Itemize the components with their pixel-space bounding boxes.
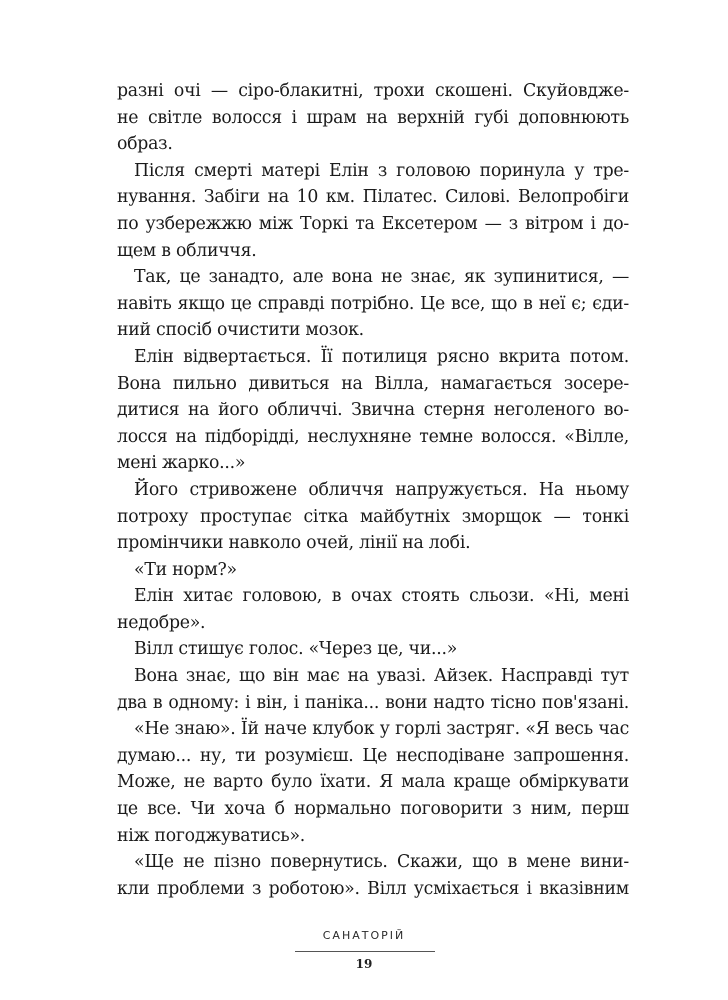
text-line: Елін відвертається. Її потилиця рясно вкрита потом. xyxy=(134,346,629,367)
page-number: 19 xyxy=(355,957,373,971)
text-line: ний спосіб очистити мозок. xyxy=(117,320,364,341)
footer-divider xyxy=(295,951,435,952)
text-line: навіть якщо це справді потрібно. Це все, що в неї є; єди- xyxy=(117,293,629,314)
paragraph xyxy=(117,344,629,477)
text-line: думаю... ну, ти розумієш. Це несподіване запрошення. xyxy=(117,745,629,766)
text-line: кли проблеми з роботою». Вілл усміхається і вказівним xyxy=(117,878,629,899)
text-line: дитися на його обличчі. Звична стерня неголеного во- xyxy=(117,400,629,421)
text-line: Може, не варто було їхати. Я мала краще обміркувати xyxy=(117,772,629,793)
text-line: нування. Забіги на 10 км. Пілатес. Силові. Велопробіги xyxy=(117,187,629,208)
text-line: потроху проступає сітка майбутніх зморщок — тонкі xyxy=(117,506,629,527)
paragraph xyxy=(117,583,629,636)
text-line: це все. Чи хоча б нормально поговорити з ним, перш xyxy=(117,799,629,820)
paragraph xyxy=(117,264,629,344)
text-line: «Ще не пізно повернутись. Скажи, що в мене вини- xyxy=(134,852,629,873)
text-line: образ. xyxy=(117,134,173,155)
paragraph xyxy=(117,158,629,264)
text-line: недобре». xyxy=(117,612,206,633)
paragraph xyxy=(117,477,629,557)
text-line: два в одному: і він, і паніка... вони надто тісно пов'язані. xyxy=(117,692,629,713)
text-line: «Не знаю». Їй наче клубок у горлі застряг. «Я весь час xyxy=(134,719,629,740)
text-line: разні очі — сіро-блакитні, трохи скошені. Скуйовдже- xyxy=(117,81,629,101)
text-line: Так, це занадто, але вона не знає, як зупинитися, — xyxy=(134,267,629,288)
paragraph xyxy=(117,716,629,849)
text-line: не світле волосся і шрам на верхній губі доповнюють xyxy=(117,107,629,128)
paragraph xyxy=(117,849,629,902)
paragraph xyxy=(117,78,629,158)
text-line: лосся на підборідді, неслухняне темне волосся. «Вілле, xyxy=(117,426,629,447)
text-line: «Ти норм?» xyxy=(134,559,237,580)
text-line: промінчики навколо очей, лінії на лобі. xyxy=(117,533,471,554)
text-line: Елін хитає головою, в очах стоять сльози. «Ні, мені xyxy=(134,586,629,607)
paragraph xyxy=(117,663,629,716)
text-line: Вілл стишує голос. «Через це, чи...» xyxy=(134,639,458,660)
text-line: щем в обличчя. xyxy=(117,240,257,261)
book-page-body xyxy=(117,78,629,902)
text-line: Вона знає, що він має на увазі. Айзек. Насправді тут xyxy=(134,666,629,687)
text-line: ніж погоджуватись». xyxy=(117,825,306,846)
text-line: Його стривожене обличчя напружується. На ньому xyxy=(134,479,629,500)
text-line: мені жарко...» xyxy=(117,453,246,474)
text-line: по узбережжю між Торкі та Ексетером — з вітром і до- xyxy=(117,213,629,234)
text-line: Після смерті матері Елін з головою поринула у тре- xyxy=(134,160,629,181)
paragraph xyxy=(117,636,629,663)
text-line: Вона пильно дивиться на Вілла, намагається зосере- xyxy=(117,373,629,394)
running-title: САНАТОРІЙ xyxy=(322,929,406,942)
paragraph xyxy=(117,557,629,584)
